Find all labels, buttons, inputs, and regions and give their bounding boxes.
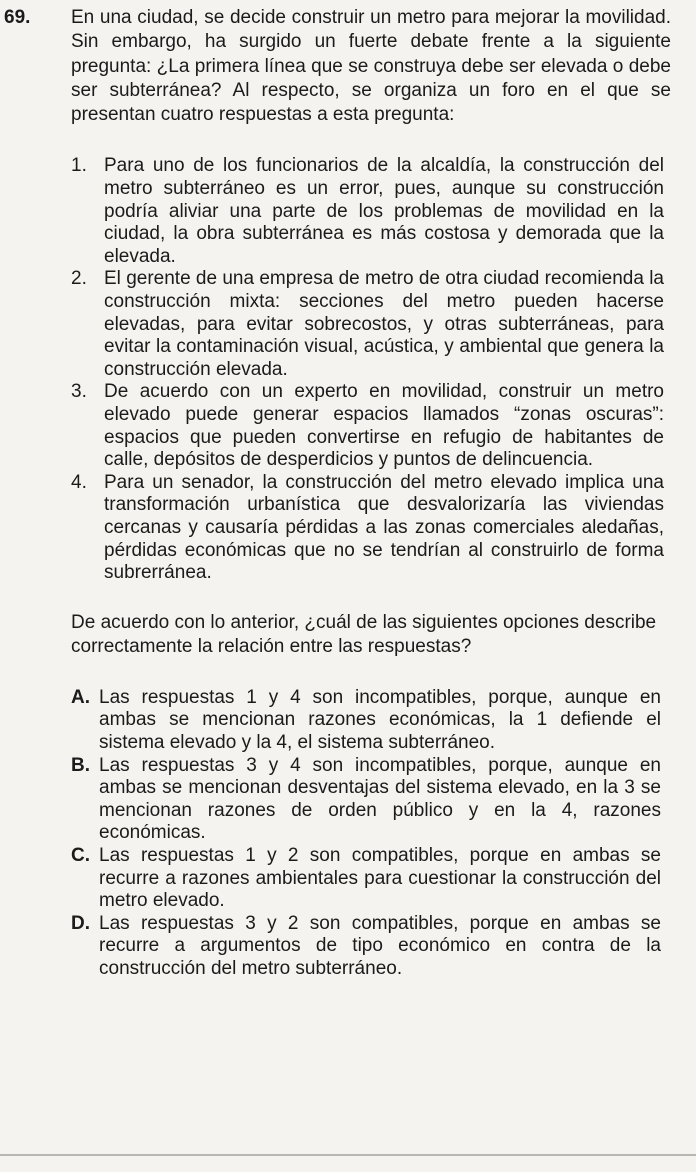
question-prompt: De acuerdo con lo anterior, ¿cuál de las siguientes opciones describe correctamente la relación entre las respuestas? — [71, 611, 657, 657]
response-item-3 — [0, 381, 664, 471]
response-number: 1. — [71, 155, 87, 177]
response-item-4 — [0, 472, 664, 585]
responses-list — [0, 155, 696, 584]
response-text: Para uno de los funcionarios de la alcaldía, la construcción del metro subterráneo es un error, pues, aunque su construcción podría aliviar una parte de los problemas de movilidad en la ciudad, la obra subterránea es más costosa y demorada que la elevada. — [104, 155, 664, 267]
response-number: 4. — [71, 471, 87, 493]
response-number: 2. — [71, 268, 87, 290]
option-a[interactable] — [0, 687, 661, 755]
option-text: Las respuestas 3 y 2 son compatibles, porque en ambas se recurre a argumentos de tipo económico en contra de la construcción del metro subterráneo. — [99, 912, 661, 979]
option-letter: B. — [71, 754, 90, 776]
response-text: De acuerdo con un experto en movilidad, construir un metro elevado puede generar espacios llamados “zonas oscuras”: espacios que pueden convertirse en refugio de habitantes de calle, depósitos de desperdicios y puntos de delincuencia. — [104, 381, 664, 471]
answer-options — [0, 687, 696, 981]
option-c[interactable] — [0, 845, 661, 913]
response-item-1 — [0, 155, 664, 268]
option-letter: D. — [71, 912, 90, 934]
option-letter: C. — [71, 844, 90, 866]
option-b[interactable] — [0, 755, 661, 845]
option-text: Las respuestas 1 y 2 son compatibles, porque en ambas se recurre a razones ambientales para cuestionar la construcción del metro elevado. — [99, 844, 661, 912]
response-item-2 — [0, 268, 664, 381]
option-text: Las respuestas 3 y 4 son incompatibles, porque, aunque en ambas se mencionan desventajas del sistema elevado, en la 3 se mencionan razones de orden público y en la 4, razones económicas. — [99, 754, 661, 844]
response-text: Para un senador, la construcción del metro elevado implica una transformación urbanística que desvalorizaría las viviendas cercanas y causaría pérdidas a las zonas comerciales aledañas, pérdidas económicas que no se tendrían al construirlo de forma subrerránea. — [104, 471, 664, 584]
response-number: 3. — [71, 381, 87, 403]
question-stem: En una ciudad, se decide construir un metro para mejorar la movilidad. Sin embargo, ha surgido un fuerte debate frente a la siguiente pregunta: ¿La primera línea que se construya debe ser elevada o debe ser subterránea? Al respecto, se organiza un foro en el que se presentan cuatro respuestas a esta pregunta: — [71, 7, 671, 126]
option-d[interactable] — [0, 913, 661, 981]
option-letter: A. — [71, 686, 90, 708]
question-69 — [0, 6, 696, 980]
page-bottom-divider — [0, 1154, 696, 1156]
response-text: El gerente de una empresa de metro de otra ciudad recomienda la construcción mixta: secciones del metro pueden hacerse elevadas, para evitar sobrecostos, y otras subterráneas, para evitar la contaminación visual, acústica, y ambiental que genera la construcción elevada. — [104, 268, 664, 380]
option-text: Las respuestas 1 y 4 son incompatibles, porque, aunque en ambas se mencionan razones económicas, la 1 defiende el sistema elevado y la 4, el sistema subterráneo. — [99, 686, 661, 753]
question-number: 69. — [4, 7, 31, 28]
